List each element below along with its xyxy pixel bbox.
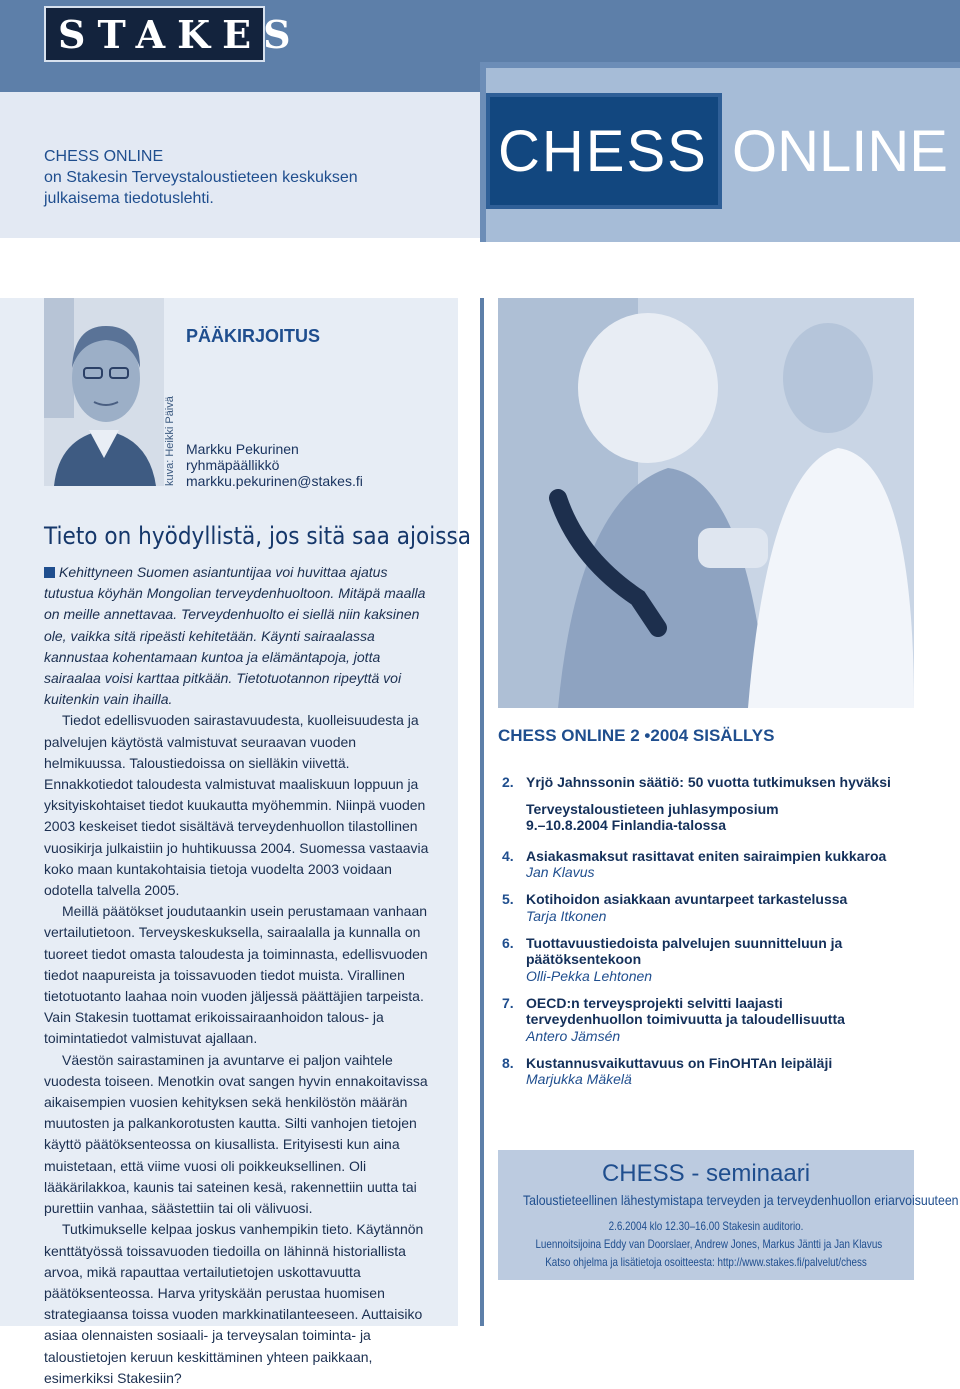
toc-item-number: 7. xyxy=(502,994,514,1011)
photo-credit-text: kuva: Heikki Päivä xyxy=(164,396,176,486)
toc-item[interactable] xyxy=(498,935,918,985)
toc-item[interactable] xyxy=(498,801,918,834)
intro-line-1: CHESS ONLINE xyxy=(44,148,164,165)
logo-text: STAKES xyxy=(58,11,303,57)
toc-item-title: Terveystaloustieteen juhlasymposium 9.–10.8.2004 Finlandia-talossa xyxy=(526,800,779,833)
column-divider xyxy=(480,298,484,1326)
toc-item[interactable] xyxy=(498,848,918,882)
intro-text xyxy=(44,146,444,209)
seminar-link[interactable]: Katso ohjelma ja lisätietoja osoitteesta: http://www.stakes.fi/palvelut/chess xyxy=(545,1255,867,1269)
seminar-date: 2.6.2004 klo 12.30–16.00 Stakesin auditorio. xyxy=(608,1219,804,1233)
toc-item[interactable] xyxy=(498,1055,918,1089)
toc-item-number: 8. xyxy=(502,1054,514,1071)
toc-title: CHESS ONLINE 2 •2004 SISÄLLYS xyxy=(498,726,775,745)
toc-item[interactable] xyxy=(498,774,918,791)
photo-credit xyxy=(164,396,178,486)
masthead-chess: CHESS xyxy=(498,119,708,184)
toc-item-title: Kotihoidon asiakkaan avuntarpeet tarkastelussa xyxy=(526,891,848,907)
article-paragraph xyxy=(44,562,440,710)
author-name: Markku Pekurinen xyxy=(186,441,299,457)
author-info xyxy=(186,441,363,489)
toc-item-number: 5. xyxy=(502,891,514,907)
toc-item-author: Tarja Itkonen xyxy=(526,907,607,924)
toc-item-title: Asiakasmaksut rasittavat eniten sairaimpien kukkaroa xyxy=(526,847,887,864)
seminar-title: CHESS - seminaari xyxy=(601,1160,811,1187)
bullet-square-icon xyxy=(44,567,55,578)
toc-item-author: Marjukka Mäkelä xyxy=(526,1071,632,1087)
author-photo xyxy=(44,298,164,486)
toc-item-title: Kustannusvaikuttavuus on FinOHTAn leipäläji xyxy=(526,1054,833,1071)
toc-item-title: Yrjö Jahnssonin säätiö: 50 vuotta tutkimuksen hyväksi xyxy=(526,774,891,790)
author-title: ryhmäpäällikkö xyxy=(186,457,280,473)
author-email[interactable]: markku.pekurinen@stakes.fi xyxy=(186,473,363,489)
toc-item-title: OECD:n terveysprojekti selvitti laajasti terveydenhuollon toimivuutta ja taloudellisuutta xyxy=(526,994,845,1027)
intro-line-3: julkaisema tiedotuslehti. xyxy=(44,190,214,207)
paragraph-text: Kehittyneen Suomen asiantuntijaa voi huvittaa ajatus tutustua köyhän Mongolian terveydenhuoltoon. Mitäpä maalla on meille annettavaa. Terveydenhuolto ei siellä niin kaksinen ole, vaikka sitä ripeästi kehitetään. Käynti sairaalassa kannustaa kohentamaan kuntoa ja elämäntapoja, jotta sairaalaa voisi karttaa pitkään. Tietotuotannon ripeyttä voi kuitenkin vain ihailla. xyxy=(44,564,426,708)
toc-item-number: 6. xyxy=(502,934,514,951)
toc-item-number: 2. xyxy=(502,774,514,790)
toc-item[interactable] xyxy=(498,995,918,1045)
article-paragraph: Tiedot edellisvuoden sairastavuudesta, kuolleisuudesta ja palvelujen käytöstä valmistuvat seuraavan vuoden helmikuussa. Taloustiedoissa on sielläkin viivettä. Ennakkotiedot taloudesta valmistuvat maaliskuun loppuun ja yksityiskohtaiset tiedot kuukautta myöhemmin. Niinpä vuoden 2003 keskeiset tiedot sisältävä terveydenhuollon tilastollinen vuosikirja julkaistiin jo huhtikuussa 2004. Suomessa vastaavia koko maan kuntakohtaisia tietoja vuodelta 2003 voidaan odotella talvella 2005. xyxy=(44,712,429,899)
toc-item-author: Jan Klavus xyxy=(526,864,595,880)
seminar-subtitle: Taloustieteellinen lähestymistapa terveyden ja terveydenhuollon eriarvoisuuteen xyxy=(522,1192,959,1208)
table-of-contents xyxy=(498,774,918,1088)
article-paragraph: Tutkimukselle kelpaa joskus vanhempikin tieto. Käytännön kenttätyössä toissavuoden tiedoilla on lähinnä historiallista arvoa, mikä rapauttaa vertailutietojen uskottavuutta päätöksenteossa. Harva yrityskään perustaa huomisen strategiaansa toissa vuoden markkinatilanteeseen. Auttaisiko asiaa olennaisten sosiaali- ja terveysalan toiminta- ja taloustietojen keruun keskittäminen yhteen paikkaan, esimerkiksi Stakesiin? xyxy=(44,1221,424,1386)
author-portrait-icon xyxy=(44,298,164,486)
section-label: PÄÄKIRJOITUS xyxy=(186,326,321,346)
seminar-speakers: Luennoitsijoina Eddy van Doorslaer, Andrew Jones, Markus Jäntti ja Jan Klavus xyxy=(535,1237,883,1251)
article-paragraph: Väestön sairastaminen ja avuntarve ei paljon vaihtele vuodesta toiseen. Menotkin ovat sangen hyvin ennakoitavissa aikaisempien vuosien kehityksen sekä henkilöstön määrän muutosten ja palkankorotusten kautta. Silti vanhojen tietojen käyttö päätöksenteossa on kiusallista. Erityisesti kun aina muistetaan, että viime vuosi oli poikkeuksellinen. Oli lääkärilakkoa, kaunis tai sateinen kesä, rakennettiin uutta tai purettiin vanhaa, säästettiin tai oli välivuosi. xyxy=(44,1051,428,1217)
article-body xyxy=(44,562,440,1389)
toc-item-author: Antero Jämsén xyxy=(526,1027,621,1044)
stakes-logo xyxy=(44,6,303,62)
exercise-bike-photo-icon xyxy=(498,298,914,708)
intro-line-2: on Stakesin Terveystaloustieteen keskuksen xyxy=(44,169,358,186)
toc-item-author: Olli-Pekka Lehtonen xyxy=(526,967,653,984)
toc-item-title: Tuottavuustiedoista palvelujen suunnitteluun ja päätöksentekoon xyxy=(526,934,843,967)
toc-item[interactable] xyxy=(498,891,918,925)
article-paragraph: Meillä päätökset joudutaankin usein perustamaan vanhaan vertailutietoon. Terveyskeskuksella, sairaalalla ja kunnalla on tuoreet tiedot omasta taloudesta ja toiminnasta, edellisvuoden tiedot naapureista ja toissavuoden tiedot muista. Virallinen tietotuotanto laahaa noin vuoden jäljessä päättäjien tarpeista. Vain Stakesin tuottamat erikoissairaanhoidon talous- ja toimintatiedot valmistuvat ajallaan. xyxy=(44,903,428,1047)
toc-item-number: 4. xyxy=(502,847,514,864)
masthead-online: ONLINE xyxy=(732,119,948,184)
article-headline: Tieto on hyödyllistä, jos sitä saa ajoissa xyxy=(44,522,471,550)
cover-photo xyxy=(498,298,914,708)
